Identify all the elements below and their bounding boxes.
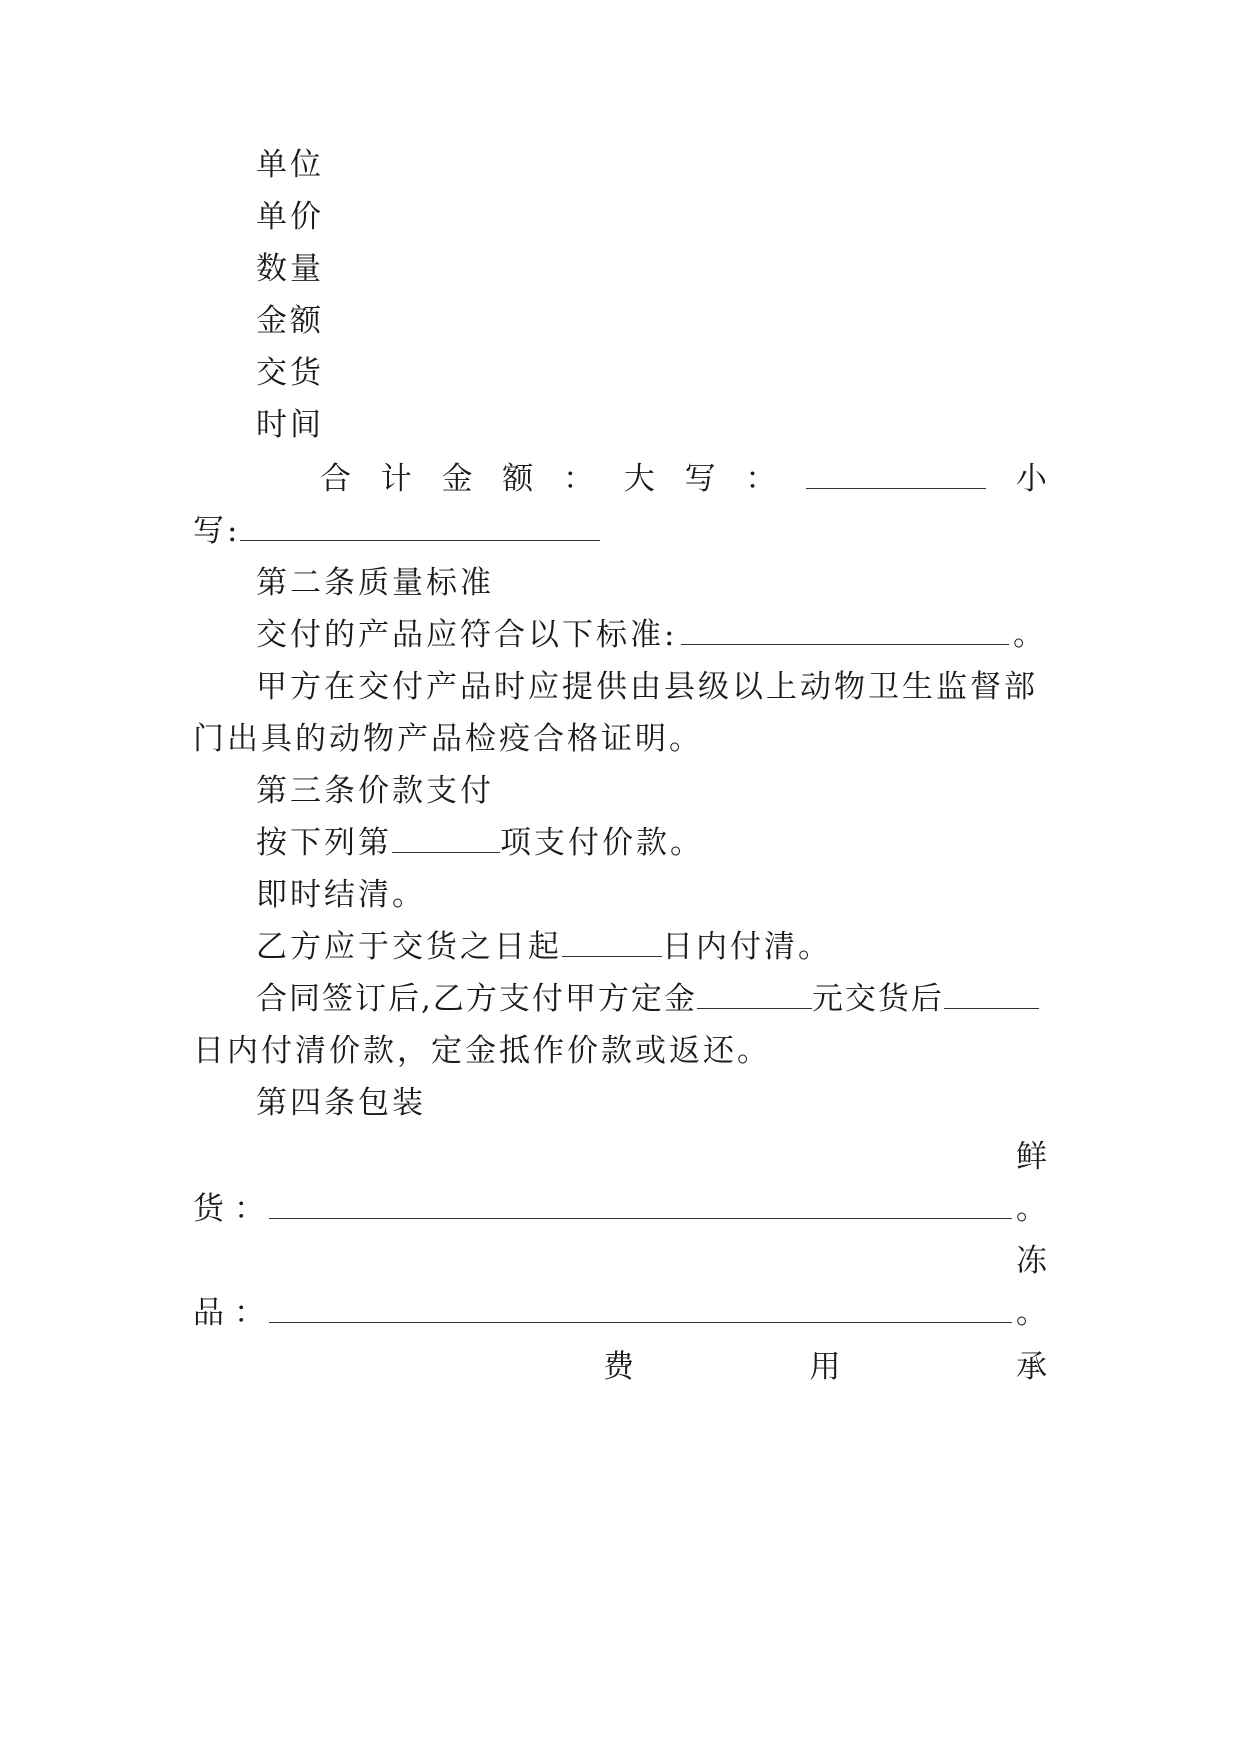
standard-prefix: 交付的产品应符合以下标准: <box>256 617 678 653</box>
payment-item-blank[interactable] <box>392 822 500 853</box>
frozen-period: 。 <box>1016 1295 1047 1331</box>
cost-char: 承 <box>1016 1349 1047 1385</box>
quality-standard-line <box>193 612 1047 658</box>
option3-prefix: 合同签订后,乙方支付甲方定金 <box>256 981 697 1017</box>
cost-char: 费 <box>603 1349 634 1385</box>
certificate-line-2: 门出具的动物产品检疫合格证明。 <box>193 721 703 757</box>
small-label-first: 小 <box>1015 461 1047 497</box>
total-char: 写 <box>684 461 716 497</box>
fresh-char-1: 鲜 <box>1016 1139 1047 1175</box>
cost-line <box>193 1344 1047 1390</box>
frozen-colon: ： <box>234 1295 265 1331</box>
column-unit: 单位 <box>256 147 324 183</box>
payment-item-suffix: 项支付价款。 <box>500 825 704 861</box>
total-amount-line <box>193 456 1047 502</box>
total-char: 金 <box>441 461 473 497</box>
total-char: 额 <box>502 461 534 497</box>
frozen-char-1: 冻 <box>1016 1243 1047 1279</box>
payment-option-2 <box>193 924 1110 970</box>
frozen-goods-line <box>193 1290 1047 1336</box>
column-time: 时间 <box>256 407 324 443</box>
certificate-line-1: 甲方在交付产品时应提供由县级以上动物卫生监督部 <box>256 669 1038 705</box>
quality-standard-blank[interactable] <box>681 614 1009 645</box>
fresh-colon: ： <box>234 1191 265 1227</box>
deposit-amount-blank[interactable] <box>697 978 812 1009</box>
cost-char: 用 <box>809 1349 841 1385</box>
column-quantity: 数量 <box>256 251 324 287</box>
article3-title: 第三条价款支付 <box>256 773 494 809</box>
amount-in-figures-blank[interactable] <box>240 510 600 541</box>
article2-title: 第二条质量标准 <box>256 565 494 601</box>
article4-title: 第四条包装 <box>256 1085 426 1121</box>
option3-mid: 元交货后 <box>811 981 944 1017</box>
fresh-goods-line <box>193 1186 1047 1232</box>
option2-prefix: 乙方应于交货之日起 <box>256 929 562 965</box>
total-char: 计 <box>380 461 412 497</box>
payment-option-3 <box>193 976 1110 1022</box>
fresh-char-2: 货 <box>193 1191 224 1227</box>
column-unit-price: 单价 <box>256 199 324 235</box>
total-char: 大 <box>623 461 655 497</box>
total-char: 合 <box>320 461 351 497</box>
frozen-goods-blank[interactable] <box>269 1292 1012 1323</box>
small-label-rest: 写: <box>193 513 241 549</box>
fresh-period: 。 <box>1016 1191 1047 1227</box>
payment-option-3-line-2: 日内付清价款，定金抵作价款或返还。 <box>193 1033 771 1069</box>
standard-period: 。 <box>1013 617 1047 653</box>
total-char: ： <box>745 461 777 497</box>
total-char: ： <box>563 461 595 497</box>
deposit-days-blank[interactable] <box>944 978 1039 1009</box>
option2-suffix: 日内付清。 <box>662 929 832 965</box>
column-amount: 金额 <box>256 303 324 339</box>
payment-option-1: 即时结清。 <box>256 877 426 913</box>
amount-in-words-blank[interactable] <box>806 458 986 489</box>
payment-item-line <box>193 820 1110 866</box>
payment-item-prefix: 按下列第 <box>256 825 392 861</box>
fresh-goods-blank[interactable] <box>269 1188 1012 1219</box>
payment-days-blank[interactable] <box>562 926 662 957</box>
column-delivery: 交货 <box>256 355 324 391</box>
frozen-char-2: 品 <box>193 1295 224 1331</box>
small-amount-line <box>193 508 1047 554</box>
